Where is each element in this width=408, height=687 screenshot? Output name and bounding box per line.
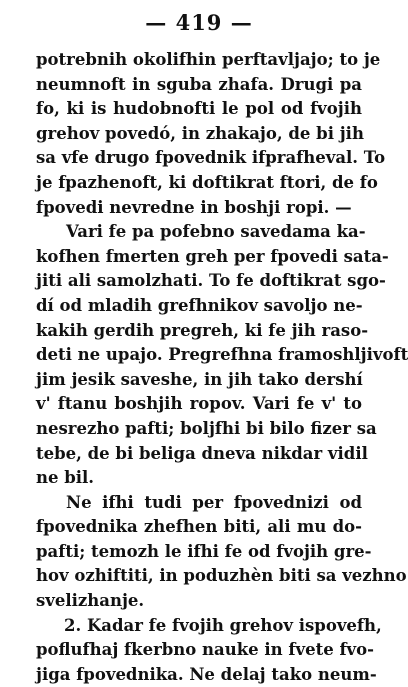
text-line: v' ftanu boshjih ropov. Vari fe v' to	[36, 394, 362, 414]
text-line: tebe, de bi beliga dneva nikdar vidil	[36, 443, 368, 463]
text-line: hov ozhiftiti, in poduzhèn biti sa vezhno	[36, 566, 407, 586]
text-line: fo, ki is hudobnofti le pol od fvojih	[36, 99, 362, 119]
text-line: dí od mladih grefhnikov savoljo ne-	[36, 295, 363, 315]
text-line: grehov povedó, in zhakajo, de bi jih	[36, 123, 364, 143]
text-line: sa vfe drugo fpovednik ifprafheval. To	[36, 148, 386, 168]
text-line: Vari fe pa pofebno savedama ka-	[66, 222, 366, 242]
text-line: nesrezho pafti; boljfhi bi bilo fizer sa	[36, 418, 377, 438]
text-line: je fpazhenoft, ki doftikrat ftori, de fo	[36, 172, 378, 192]
text-line: 2. Kadar fe fvojih grehov ispovefh,	[64, 615, 382, 635]
page-number: — 419 —	[145, 10, 253, 35]
text-line: poflufhaj fkerbno nauke in fvete fvo-	[36, 640, 374, 660]
text-line: jim jesik saveshe, in jih tako dershí	[36, 369, 363, 389]
text-line: neumnoft in sguba zhafa. Drugi pa	[36, 74, 362, 94]
text-line: kofhen fmerten greh per fpovedi sata-	[36, 246, 389, 266]
text-line: Ne ifhi tudi per fpovednizi od	[66, 492, 362, 512]
text-line: jiti ali samolzhati. To fe doftikrat sgo-	[36, 271, 386, 291]
text-line: potrebnih okolifhin perftavljajo; to je	[36, 50, 381, 69]
text-line: pafti; temozh le ifhi fe od fvojih gre-	[36, 541, 372, 561]
text-line: deti ne upajo. Pregrefhna framoshljivoft	[36, 345, 408, 365]
text-line: fpovednika zhefhen biti, ali mu do-	[36, 517, 362, 537]
text-line: jiga fpovednika. Ne delaj tako neum-	[36, 664, 377, 684]
text-line: fpovedi nevredne in boshji ropi. —	[36, 197, 352, 217]
text-line: svelizhanje.	[36, 591, 145, 611]
text-line: kakih gerdih pregreh, ki fe jih raso-	[36, 320, 369, 340]
body-text	[36, 48, 408, 687]
text-line: ne bil.	[36, 468, 95, 488]
